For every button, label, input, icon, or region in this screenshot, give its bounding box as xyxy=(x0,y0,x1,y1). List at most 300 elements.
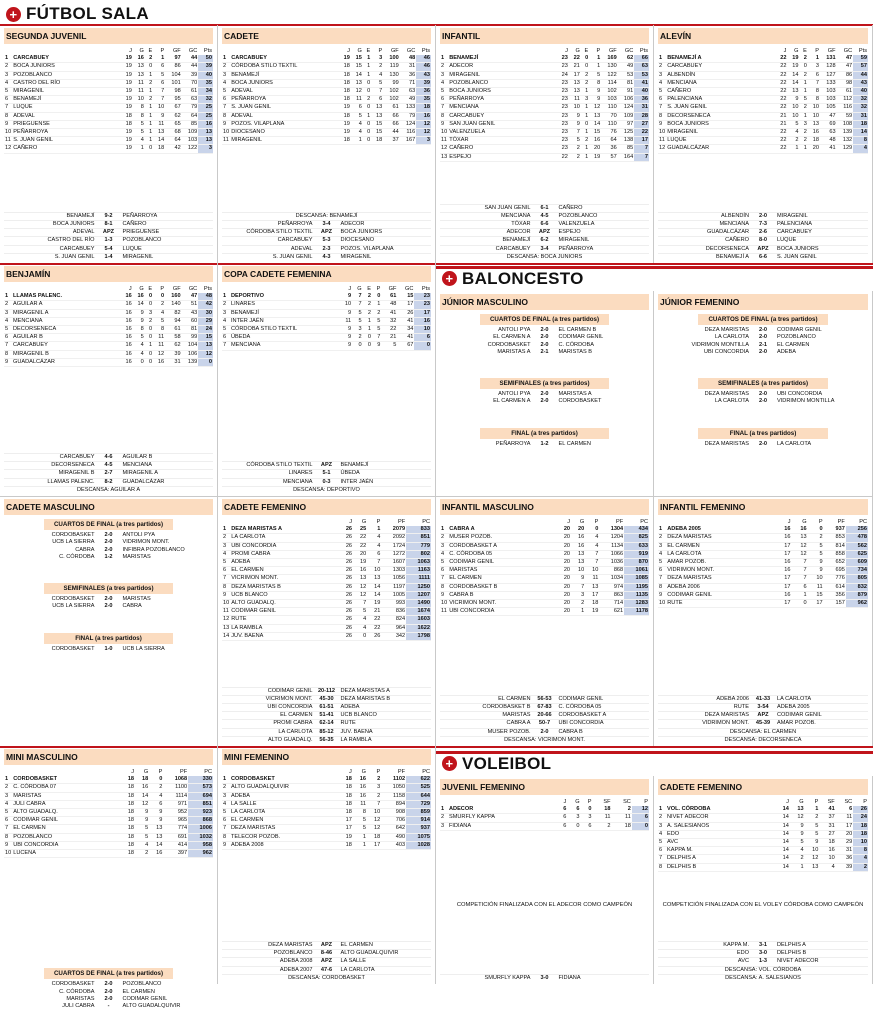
table-cell: 12 xyxy=(135,800,149,808)
column-header: PC xyxy=(422,769,430,775)
table-cell: 7 xyxy=(634,145,649,153)
column-header: J xyxy=(349,769,352,775)
table-cell: 17 xyxy=(414,309,431,317)
home-team: ADECOR xyxy=(506,229,531,236)
team-name: CODIMAR GENIL xyxy=(230,608,339,616)
match-row xyxy=(4,596,213,603)
panel-cadete-vol xyxy=(654,776,873,984)
table-row xyxy=(222,825,431,833)
table-cell: 1135 xyxy=(624,591,649,599)
panel-mini-fem xyxy=(218,746,436,984)
table-cell: 23 xyxy=(557,96,569,104)
table-cell: 10 xyxy=(659,600,666,607)
match-row xyxy=(4,646,213,653)
table-cell: 7 xyxy=(571,583,585,591)
table-cell: 5 xyxy=(371,79,383,87)
team-name: MARISTAS xyxy=(448,567,557,575)
team-name: CABRA A xyxy=(448,526,557,534)
table-cell: 1 xyxy=(363,63,371,71)
team-name: JULI CABRA xyxy=(12,800,121,808)
table-cell: 13 xyxy=(198,137,213,145)
table-cell: 10 xyxy=(414,326,431,334)
score: 2-3 xyxy=(322,245,331,252)
score: 47-6 xyxy=(320,966,333,973)
table-cell: 1 xyxy=(4,776,12,784)
home-team: MENCIANA xyxy=(500,212,531,219)
home-team: CORDOBASKET B xyxy=(482,703,531,710)
table-row xyxy=(4,309,213,317)
table-cell: 16 xyxy=(416,112,431,120)
home-team: ALTO GUADALQ. xyxy=(267,736,313,743)
team-name: BOCA JUNIORS xyxy=(12,63,121,71)
table-cell: 5 xyxy=(790,839,805,847)
away-team: BENAMEJÍ xyxy=(340,462,369,469)
score: 2-0 xyxy=(540,341,549,348)
away-team: ÚBEDA xyxy=(340,470,360,477)
team-name: MENCIANA xyxy=(666,79,775,87)
home-team: CABRA xyxy=(75,546,95,553)
table-row xyxy=(4,63,213,71)
match-row xyxy=(440,719,649,727)
table-cell: 18 xyxy=(121,112,133,120)
team-name: ALTO GUADALQ. xyxy=(230,600,339,608)
table-cell: 1163 xyxy=(406,567,431,575)
table-cell: 85 xyxy=(182,120,199,128)
table-cell: 1 xyxy=(363,55,371,63)
table-cell: 110 xyxy=(601,104,618,112)
match-row xyxy=(658,212,868,220)
match-row xyxy=(658,327,868,334)
away-team: EL CARMEN xyxy=(340,941,373,948)
table-cell: 6 xyxy=(153,63,165,71)
table-cell: 61 xyxy=(165,326,182,334)
table-cell: 160 xyxy=(165,293,182,301)
team-name: CARCABUEY xyxy=(230,55,339,63)
table-cell: 6 xyxy=(808,71,820,79)
team-name: LA CARLOTA xyxy=(666,550,775,558)
table-cell: 20 xyxy=(589,145,601,153)
table-cell: 868 xyxy=(188,817,213,825)
table-cell: 4 xyxy=(790,847,805,855)
table-cell: 14 xyxy=(775,806,790,814)
match-row xyxy=(222,719,431,727)
table-cell: 1134 xyxy=(599,542,624,550)
table-cell: 47 xyxy=(837,55,854,63)
table-cell: 10 xyxy=(441,600,448,607)
table-cell: 2 xyxy=(372,309,381,317)
table-cell: 774 xyxy=(163,825,188,833)
table-cell: 4 xyxy=(853,855,868,863)
table-row xyxy=(440,88,649,96)
team-name: DEZA MARISTAS B xyxy=(230,583,339,591)
table-cell: 734 xyxy=(846,567,868,575)
home-team: CORDOBASKET xyxy=(51,596,95,603)
table-cell: 937 xyxy=(406,825,431,833)
table-cell: 694 xyxy=(188,792,213,800)
table-cell: 22 xyxy=(353,534,367,542)
team-name: CÓRDOBA STILO TEXTIL xyxy=(230,63,339,71)
home-team: CARCABUEY xyxy=(59,453,95,460)
panel-title: COPA CADETE FEMENINA xyxy=(222,266,431,282)
table-cell: 10 xyxy=(133,96,145,104)
table-cell: 13 xyxy=(149,833,163,841)
table-cell: 8 xyxy=(133,112,145,120)
header-blank xyxy=(666,519,775,526)
table-cell: 10 xyxy=(339,301,352,309)
away-team: LUQUE xyxy=(777,237,797,244)
table-row xyxy=(658,534,868,542)
column-header: J xyxy=(348,286,352,292)
table-cell: 102 xyxy=(601,88,618,96)
table-cell: 16 xyxy=(353,784,367,792)
table-cell: 1303 xyxy=(381,567,406,575)
table-cell: 824 xyxy=(381,616,406,624)
column-header: GF xyxy=(390,48,399,54)
table-cell: 10 xyxy=(223,600,230,607)
column-header: P xyxy=(160,48,165,54)
table-cell: 22 xyxy=(775,104,787,112)
table-row xyxy=(658,559,868,567)
score: 1-3 xyxy=(758,958,768,965)
table-cell: 15 xyxy=(589,129,601,137)
round-title: CUARTOS DE FINAL (a tres partidos) xyxy=(480,314,610,325)
away-team: LA CARLOTA xyxy=(777,440,812,447)
table-cell: 12 xyxy=(198,350,213,358)
table-cell: 1 xyxy=(440,806,448,814)
table-cell: 805 xyxy=(846,575,868,583)
header-blank xyxy=(230,519,339,526)
table-cell: 103 xyxy=(601,96,618,104)
match-row xyxy=(222,687,431,695)
table-cell: 16 xyxy=(571,534,585,542)
team-name: C. CÓRDOBA 05 xyxy=(448,550,557,558)
match-row xyxy=(440,391,649,398)
table-cell: 62 xyxy=(618,55,635,63)
table-cell: 12 xyxy=(659,145,666,152)
table-cell: 2 xyxy=(222,63,230,71)
table-cell: 16 xyxy=(353,792,367,800)
table-cell: 0 xyxy=(581,120,589,128)
team-name: BENAMEJÍ xyxy=(12,96,121,104)
table-cell: 9 xyxy=(589,96,601,104)
header-blank xyxy=(222,48,230,55)
table-row xyxy=(658,96,868,104)
table-cell: 3 xyxy=(371,55,383,63)
away-team: CODIMAR GENIL xyxy=(777,712,822,719)
away-team: VIDRIMON MONT. xyxy=(122,539,170,546)
table-cell: 1114 xyxy=(163,792,188,800)
table-cell: 7 xyxy=(353,600,367,608)
table-cell: 20 xyxy=(571,526,585,534)
table-cell: 4 xyxy=(222,550,230,558)
team-name: DIOCESANO xyxy=(230,129,339,137)
match-row xyxy=(4,539,213,546)
table-cell: 101 xyxy=(165,79,182,87)
header-blank xyxy=(230,769,339,776)
team-name: CAÑERO xyxy=(12,145,121,153)
column-header: PC xyxy=(859,519,867,525)
team-name: VIDRIMON MONT. xyxy=(666,567,775,575)
home-team: BENAMEJÍ A xyxy=(716,253,749,260)
score: 5-1 xyxy=(322,470,331,477)
table-cell: 57 xyxy=(601,153,618,161)
header-blank xyxy=(440,519,448,526)
table-cell: 13 xyxy=(367,575,381,583)
table-cell: 2 xyxy=(800,104,808,112)
table-cell: 7 xyxy=(372,334,381,342)
match-row xyxy=(440,236,649,244)
table-cell: 37 xyxy=(819,814,835,822)
match-row xyxy=(4,245,213,253)
table-cell: 29 xyxy=(198,317,213,325)
match-row xyxy=(4,603,213,610)
table-row xyxy=(4,129,213,137)
table-cell: 36 xyxy=(400,71,417,79)
section-title: BALONCESTO xyxy=(462,268,584,288)
column-header: G xyxy=(579,519,585,525)
table-cell: 4 xyxy=(133,137,145,145)
column-header: P xyxy=(815,48,819,54)
table-cell: 11 xyxy=(808,583,824,591)
table-cell: 5 xyxy=(352,309,362,317)
table-cell: 23 xyxy=(557,137,569,145)
table-cell: 19 xyxy=(367,600,381,608)
table-row xyxy=(4,137,213,145)
team-name: PRIEGUENSE xyxy=(12,120,121,128)
header-blank xyxy=(658,48,666,55)
table-cell: 14 xyxy=(135,792,149,800)
team-name: ADEBA 2005 xyxy=(666,526,775,534)
table-cell: 2 xyxy=(135,850,149,858)
table-cell: 16 xyxy=(121,358,133,366)
table-row xyxy=(222,534,431,542)
table-cell: 124 xyxy=(400,120,417,128)
away-team: MIRAGENIL A xyxy=(122,470,159,477)
round-title: CUARTOS DE FINAL (a tres partidos) xyxy=(698,314,828,325)
table-cell: 10 xyxy=(787,104,799,112)
column-header: E xyxy=(584,48,589,54)
table-cell: 614 xyxy=(824,583,846,591)
table-cell: 14 xyxy=(775,814,790,822)
results-list xyxy=(222,212,431,261)
table-cell: 18 xyxy=(339,88,351,96)
table-cell: 0 xyxy=(567,822,580,830)
table-cell: 21 xyxy=(569,63,581,71)
table-cell: 1178 xyxy=(624,608,649,616)
table-cell: 1272 xyxy=(381,550,406,558)
table-cell: 6 xyxy=(658,847,666,855)
table-cell: 11 xyxy=(223,608,229,615)
team-name: FIDIANA xyxy=(448,822,557,830)
table-cell: 39 xyxy=(165,350,182,358)
table-cell: 7 xyxy=(585,559,599,567)
match-row xyxy=(658,703,868,711)
table-cell: 39 xyxy=(182,71,199,79)
table-cell: 15 xyxy=(351,63,363,71)
header-blank xyxy=(12,286,121,293)
team-name: S. JUAN GENIL xyxy=(230,104,339,112)
table-cell: 2 xyxy=(805,814,820,822)
score: 2-7 xyxy=(104,470,113,477)
table-cell: 256 xyxy=(846,526,868,534)
score: 62-14 xyxy=(319,720,334,727)
table-cell: 7 xyxy=(792,575,808,583)
rest-note: DESCANSA: DECORSENECA xyxy=(658,736,868,744)
playoff-round xyxy=(658,378,868,406)
match-row xyxy=(440,334,649,341)
table-row xyxy=(222,632,431,640)
table-cell: 43 xyxy=(853,79,868,87)
score: 2-0 xyxy=(540,728,549,735)
table-cell: 19 xyxy=(121,71,133,79)
table-cell: 44 xyxy=(182,63,199,71)
table-cell: 2079 xyxy=(381,526,406,534)
table-cell: 13 xyxy=(787,88,799,96)
table-cell: 993 xyxy=(381,600,406,608)
table-cell: 3 xyxy=(658,71,666,79)
table-cell: 5 xyxy=(787,120,799,128)
round-title: FINAL (a tres partidos) xyxy=(698,428,828,439)
table-cell: 5 xyxy=(800,96,808,104)
table-cell: 27 xyxy=(819,830,835,838)
table-cell: 17 xyxy=(585,591,599,599)
score: 2-0 xyxy=(104,995,113,1002)
match-row xyxy=(4,996,213,1003)
table-cell: 2 xyxy=(569,145,581,153)
table-cell: 1 xyxy=(581,112,589,120)
table-cell: 9 xyxy=(569,120,581,128)
team-name: MARISTAS xyxy=(12,792,121,800)
table-cell: 10 xyxy=(659,129,666,136)
score: 45-39 xyxy=(755,720,771,727)
table-cell: 44 xyxy=(383,129,400,137)
table-cell: 16 xyxy=(775,567,791,575)
table-row xyxy=(658,863,868,871)
team-name: CARCABUEY xyxy=(666,63,775,71)
table-row xyxy=(222,841,431,849)
table-row xyxy=(440,583,649,591)
score: 2-0 xyxy=(104,532,113,539)
home-team: UCB LA SIERRA xyxy=(52,539,95,546)
table-cell: 18 xyxy=(121,792,135,800)
table-cell: 2 xyxy=(808,534,824,542)
table-cell: 26 xyxy=(339,583,353,591)
table-cell: 31 xyxy=(853,112,868,120)
table-cell: 40 xyxy=(198,71,213,79)
table-cell: 59 xyxy=(853,55,868,63)
table-cell: 1 xyxy=(145,104,153,112)
table-cell: 140 xyxy=(165,301,182,309)
table-cell: 2 xyxy=(367,792,381,800)
match-row xyxy=(222,220,431,228)
table-cell: 13 xyxy=(149,825,163,833)
score: 8-0 xyxy=(758,237,768,244)
table-cell: 0 xyxy=(632,822,649,830)
table-cell: 37 xyxy=(383,137,400,145)
table-cell: 3 xyxy=(800,120,808,128)
table-row xyxy=(658,79,868,87)
table-cell: 9 xyxy=(222,841,230,849)
table-row xyxy=(658,839,868,847)
table-cell: 0 xyxy=(145,358,153,366)
home-team: MENCIANA xyxy=(719,220,749,227)
match-row xyxy=(222,253,431,261)
table-cell: 1283 xyxy=(624,600,649,608)
table-cell: 19 xyxy=(121,104,133,112)
table-row xyxy=(658,542,868,550)
table-row xyxy=(658,822,868,830)
table-cell: 16 xyxy=(353,776,367,784)
table-cell: 17 xyxy=(775,575,791,583)
away-team: POZOBLANCO xyxy=(777,334,816,341)
table-cell: 3 xyxy=(222,542,230,550)
table-cell: 71 xyxy=(400,79,417,87)
table-cell: 958 xyxy=(188,841,213,849)
table-cell: 8 xyxy=(4,112,12,120)
table-cell: 9 xyxy=(339,342,352,350)
table-cell: 11 xyxy=(223,137,229,144)
table-cell: 1 xyxy=(363,112,371,120)
table-cell: 0 xyxy=(198,358,213,366)
away-team: CORDOBASKET A xyxy=(558,712,607,719)
home-team: RUTE xyxy=(733,703,749,710)
match-row xyxy=(4,532,213,539)
column-header: G xyxy=(794,48,799,54)
away-team: POZOBLANCO xyxy=(558,212,598,219)
table-cell: 41 xyxy=(634,79,649,87)
table-cell: 6 xyxy=(658,96,666,104)
table-cell: 11 xyxy=(569,96,581,104)
column-header: GC xyxy=(405,286,414,292)
table-cell: 9 xyxy=(133,309,145,317)
table-cell: 14 xyxy=(775,839,790,847)
score: 2-1 xyxy=(540,348,549,355)
round-title: CUARTOS DE FINAL (a tres partidos) xyxy=(44,519,174,530)
score: 4-5 xyxy=(540,212,549,219)
table-cell: 18 xyxy=(153,145,165,153)
score: 2-0 xyxy=(104,988,113,995)
team-name: AVC xyxy=(666,839,775,847)
team-name: BENAMEJÍ xyxy=(230,71,339,79)
home-team: CÓRDOBA STILO TEXTIL xyxy=(246,462,313,469)
table-cell: 8 xyxy=(589,79,601,87)
table-row xyxy=(440,814,649,822)
away-team: UBI CONCORDIA xyxy=(558,720,604,727)
table-cell: 2 xyxy=(145,96,153,104)
table-cell: 1 xyxy=(4,55,12,63)
team-name: MIRAGENIL xyxy=(666,129,775,137)
table-cell: 1100 xyxy=(163,784,188,792)
table-cell: 10 xyxy=(367,567,381,575)
away-team: PRIEGUENSE xyxy=(122,229,160,236)
panel-title: INFANTIL FEMENINO xyxy=(658,499,868,515)
table-cell: 1622 xyxy=(406,624,431,632)
table-cell: 31 xyxy=(819,822,835,830)
table-cell: 10 xyxy=(569,104,581,112)
table-cell: 105 xyxy=(820,104,837,112)
table-cell: 0 xyxy=(133,358,145,366)
match-row xyxy=(222,478,431,486)
table-cell: 19 xyxy=(787,63,799,71)
table-cell: 2 xyxy=(800,137,808,145)
table-cell: 12 xyxy=(416,120,431,128)
table-cell: 0 xyxy=(353,632,367,640)
score: 2-0 xyxy=(104,981,113,988)
table-cell: 10 xyxy=(153,104,165,112)
table-cell: 42 xyxy=(198,301,213,309)
match-row xyxy=(222,728,431,736)
table-cell: 1603 xyxy=(406,616,431,624)
